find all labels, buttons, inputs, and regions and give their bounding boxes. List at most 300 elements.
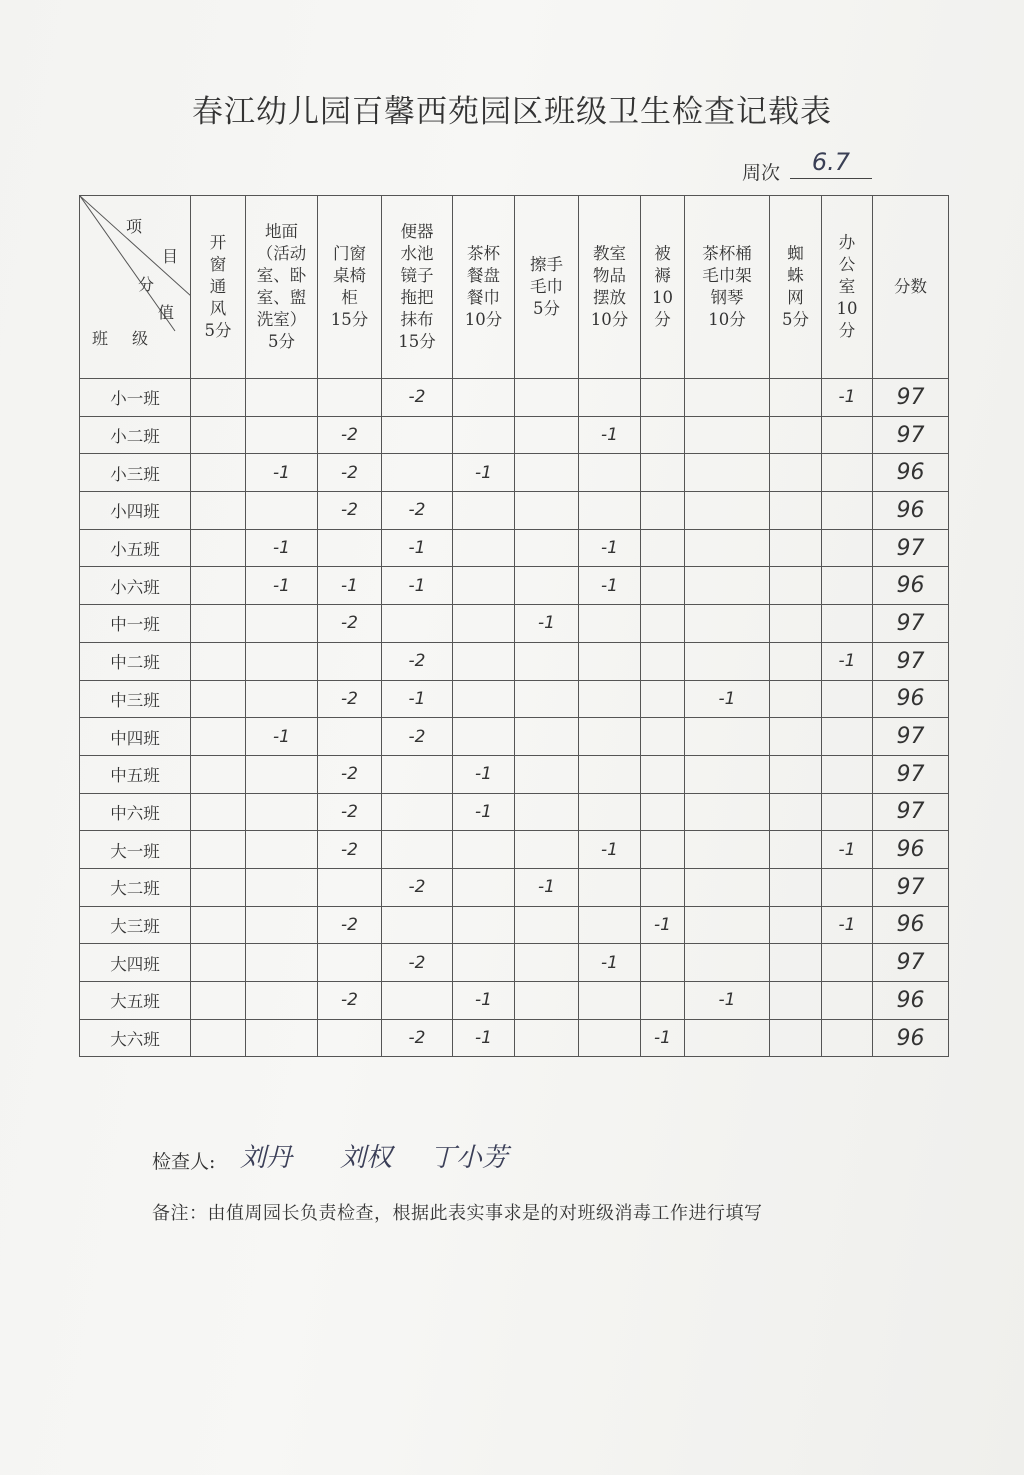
deduction-cell [246, 680, 318, 718]
deduction-cell [191, 868, 246, 906]
inspector-signature-1: 刘丹 [240, 1143, 293, 1173]
deduction-cell [453, 944, 515, 982]
deduction-cell [770, 718, 822, 756]
col-header-line: （活动 [256, 244, 307, 263]
col-header-toilet-sink [382, 196, 453, 379]
deduction-cell [318, 529, 382, 567]
deduction-cell [515, 793, 579, 831]
col-header-line: 镜子 [400, 266, 434, 285]
deduction-cell: -1 [453, 1019, 515, 1057]
deduction-cell [822, 718, 873, 756]
deduction-cell: -1 [515, 868, 579, 906]
deduction-cell [515, 567, 579, 605]
score-cell: 96 [873, 680, 949, 718]
col-header-line: 被 [654, 244, 671, 263]
score-cell: 96 [873, 831, 949, 869]
deduction-cell [770, 982, 822, 1020]
inspector-label: 检查人: [152, 1151, 216, 1173]
deduction-cell: -1 [579, 567, 641, 605]
col-header-line: 蜘 [787, 244, 804, 263]
deduction-cell: -2 [318, 831, 382, 869]
deduction-cell: -2 [382, 718, 453, 756]
col-header-line: 10分 [590, 310, 629, 329]
deduction-cell [685, 379, 770, 417]
col-header-line: 室、卧 [256, 266, 307, 285]
deduction-cell: -1 [246, 718, 318, 756]
deduction-cell [515, 529, 579, 567]
col-header-line: 室 [838, 277, 856, 296]
table-row [80, 831, 949, 869]
deduction-cell [685, 567, 770, 605]
deduction-cell [382, 416, 453, 454]
deduction-cell [453, 642, 515, 680]
table-row [80, 529, 949, 567]
col-header-line: 门窗 [333, 244, 366, 263]
deduction-cell [191, 906, 246, 944]
deduction-cell: -2 [318, 454, 382, 492]
deduction-cell [191, 454, 246, 492]
deduction-cell [770, 868, 822, 906]
deduction-cell [191, 1019, 246, 1057]
col-header-line: 桌椅 [333, 266, 366, 285]
deduction-cell [579, 982, 641, 1020]
deduction-cell: -1 [641, 906, 685, 944]
deduction-cell [191, 567, 246, 605]
col-header-doors-windows [318, 196, 382, 379]
class-name-cell: 小二班 [80, 416, 191, 454]
deduction-cell [191, 718, 246, 756]
deduction-cell: -1 [685, 680, 770, 718]
col-header-line: 褥 [654, 266, 671, 285]
deduction-cell [246, 755, 318, 793]
score-cell: 97 [873, 416, 949, 454]
score-cell: 97 [873, 529, 949, 567]
col-header-line: 抹布 [400, 310, 434, 329]
deduction-cell [515, 906, 579, 944]
col-header-line: 15分 [330, 310, 369, 329]
deduction-cell [579, 492, 641, 530]
deduction-cell [191, 831, 246, 869]
table-row [80, 605, 949, 643]
deduction-cell: -1 [822, 831, 873, 869]
deduction-cell [641, 454, 685, 492]
deduction-cell: -2 [382, 868, 453, 906]
deduction-cell [191, 492, 246, 530]
deduction-cell: -2 [318, 755, 382, 793]
deduction-cell [770, 1019, 822, 1057]
score-cell: 96 [873, 906, 949, 944]
col-header-cobwebs [770, 196, 822, 379]
col-header-line: 办 [838, 233, 856, 252]
deduction-cell [515, 755, 579, 793]
col-header-bedding [641, 196, 685, 379]
col-header-cups-plates [453, 196, 515, 379]
deduction-cell [246, 793, 318, 831]
table-row [80, 755, 949, 793]
col-header-line: 5分 [533, 299, 560, 318]
deduction-cell: -1 [822, 906, 873, 944]
deduction-cell [685, 416, 770, 454]
deduction-cell: -2 [318, 492, 382, 530]
deduction-cell: -1 [246, 529, 318, 567]
score-cell: 96 [873, 982, 949, 1020]
col-header-line: 10 [652, 288, 673, 307]
deduction-cell [453, 492, 515, 530]
deduction-cell [685, 755, 770, 793]
deduction-cell: -1 [453, 793, 515, 831]
deduction-cell: -1 [382, 680, 453, 718]
class-name-cell: 中三班 [80, 680, 191, 718]
deduction-cell [191, 605, 246, 643]
deduction-cell [515, 982, 579, 1020]
deduction-cell [822, 680, 873, 718]
score-cell: 96 [873, 567, 949, 605]
deduction-cell [822, 944, 873, 982]
deduction-cell [246, 1019, 318, 1057]
deduction-cell [453, 906, 515, 944]
class-name-cell: 大二班 [80, 868, 191, 906]
table-row [80, 416, 949, 454]
table-row [80, 379, 949, 417]
deduction-cell: -1 [318, 567, 382, 605]
deduction-cell [685, 1019, 770, 1057]
deduction-cell [770, 680, 822, 718]
col-header-hand-towels [515, 196, 579, 379]
deduction-cell [685, 529, 770, 567]
deduction-cell [822, 755, 873, 793]
inspector-signature-2: 刘权 [340, 1143, 393, 1173]
deduction-cell [191, 755, 246, 793]
deduction-cell [191, 944, 246, 982]
col-header-line: 5分 [782, 310, 809, 329]
col-header-line: 通 [209, 277, 227, 296]
class-name-cell: 大一班 [80, 831, 191, 869]
deduction-cell [822, 492, 873, 530]
deduction-cell [453, 567, 515, 605]
col-header-line: 蛛 [787, 266, 804, 285]
deduction-cell [579, 793, 641, 831]
deduction-cell: -1 [579, 944, 641, 982]
col-header-line: 擦手 [530, 255, 563, 274]
deduction-cell: -2 [382, 642, 453, 680]
deduction-cell [246, 944, 318, 982]
deduction-cell [770, 642, 822, 680]
table-row [80, 492, 949, 530]
deduction-cell [246, 642, 318, 680]
col-header-line: 地面 [265, 222, 298, 241]
corner-header [80, 196, 191, 379]
deduction-cell [641, 379, 685, 417]
table-body [80, 379, 949, 1057]
deduction-cell [453, 529, 515, 567]
deduction-cell [515, 642, 579, 680]
deduction-cell [685, 793, 770, 831]
deduction-cell [453, 605, 515, 643]
corner-class-label-2: 级 [132, 329, 149, 348]
document-title: 春江幼儿园百馨西苑园区班级卫生检查记载表 [192, 94, 832, 130]
deduction-cell [641, 492, 685, 530]
score-cell: 97 [873, 793, 949, 831]
table-row [80, 718, 949, 756]
col-header-line: 钢琴 [710, 288, 744, 307]
score-cell: 97 [873, 868, 949, 906]
col-header-score [873, 196, 949, 379]
deduction-cell: -2 [382, 944, 453, 982]
deduction-cell [770, 944, 822, 982]
col-header-line: 5分 [268, 332, 295, 351]
deduction-cell [770, 529, 822, 567]
deduction-cell [770, 492, 822, 530]
deduction-cell [641, 567, 685, 605]
week-value: 6.7 [790, 148, 872, 179]
class-name-cell: 小五班 [80, 529, 191, 567]
class-name-cell: 小三班 [80, 454, 191, 492]
class-name-cell: 大三班 [80, 906, 191, 944]
deduction-cell [318, 868, 382, 906]
col-header-line: 公 [838, 255, 856, 274]
deduction-cell [822, 868, 873, 906]
class-name-cell: 小四班 [80, 492, 191, 530]
deduction-cell [579, 718, 641, 756]
deduction-cell: -1 [822, 642, 873, 680]
header-row [80, 196, 949, 379]
deduction-cell [822, 529, 873, 567]
deduction-cell [382, 831, 453, 869]
col-header-line: 教室 [593, 244, 626, 263]
inspection-table [79, 195, 949, 1057]
deduction-cell [770, 416, 822, 454]
col-header-line: 餐巾 [467, 288, 500, 307]
deduction-cell [246, 831, 318, 869]
deduction-cell [191, 416, 246, 454]
col-header-line: 便器 [400, 222, 434, 241]
score-cell: 96 [873, 454, 949, 492]
deduction-cell [685, 718, 770, 756]
deduction-cell [515, 831, 579, 869]
class-name-cell: 中四班 [80, 718, 191, 756]
deduction-cell [246, 379, 318, 417]
class-name-cell: 中二班 [80, 642, 191, 680]
deduction-cell [579, 379, 641, 417]
col-header-ventilation [191, 196, 246, 379]
deduction-cell [191, 529, 246, 567]
deduction-cell: -2 [318, 982, 382, 1020]
deduction-cell: -2 [382, 1019, 453, 1057]
deduction-cell [515, 680, 579, 718]
deduction-cell [641, 718, 685, 756]
deduction-cell [685, 642, 770, 680]
col-header-line: 分数 [894, 277, 927, 296]
col-header-line: 开 [209, 233, 227, 252]
col-header-line: 餐盘 [467, 266, 500, 285]
deduction-cell: -1 [382, 567, 453, 605]
deduction-cell: -1 [246, 454, 318, 492]
table-row [80, 1019, 949, 1057]
deduction-cell [453, 379, 515, 417]
deduction-cell [453, 831, 515, 869]
table-row [80, 906, 949, 944]
class-name-cell: 中一班 [80, 605, 191, 643]
deduction-cell [382, 906, 453, 944]
corner-score-label-2: 值 [158, 303, 175, 322]
deduction-cell [515, 379, 579, 417]
deduction-cell [685, 492, 770, 530]
deduction-cell: -1 [579, 416, 641, 454]
deduction-cell [246, 492, 318, 530]
deduction-cell [770, 379, 822, 417]
deduction-cell [246, 982, 318, 1020]
deduction-cell [685, 831, 770, 869]
deduction-cell: -2 [318, 605, 382, 643]
col-header-line: 分 [654, 310, 671, 329]
col-header-line: 茶杯桶 [702, 244, 752, 263]
deduction-cell [318, 379, 382, 417]
deduction-cell [770, 454, 822, 492]
score-cell: 97 [873, 642, 949, 680]
col-header-line: 毛巾 [530, 277, 563, 296]
col-header-line: 毛巾架 [702, 266, 752, 285]
deduction-cell [515, 718, 579, 756]
deduction-cell: -1 [382, 529, 453, 567]
deduction-cell: -1 [579, 831, 641, 869]
deduction-cell [641, 755, 685, 793]
table-row [80, 567, 949, 605]
deduction-cell [382, 454, 453, 492]
class-name-cell: 大五班 [80, 982, 191, 1020]
table-row [80, 868, 949, 906]
deduction-cell [191, 642, 246, 680]
deduction-cell [382, 793, 453, 831]
deduction-cell [579, 868, 641, 906]
col-header-line: 洗室） [256, 310, 307, 329]
deduction-cell [770, 906, 822, 944]
table-row [80, 642, 949, 680]
col-header-line: 5分 [204, 321, 232, 340]
deduction-cell [515, 944, 579, 982]
deduction-cell [641, 680, 685, 718]
col-header-line: 茶杯 [467, 244, 500, 263]
col-header-line: 10 [836, 299, 858, 318]
deduction-cell [191, 793, 246, 831]
deduction-cell [515, 1019, 579, 1057]
deduction-cell [579, 454, 641, 492]
corner-class-label: 班 [92, 329, 109, 348]
deduction-cell [579, 755, 641, 793]
deduction-cell: -1 [453, 982, 515, 1020]
deduction-cell: -2 [382, 379, 453, 417]
col-header-cup-bucket-piano [685, 196, 770, 379]
deduction-cell [641, 944, 685, 982]
deduction-cell [453, 718, 515, 756]
class-name-cell: 大四班 [80, 944, 191, 982]
deduction-cell [515, 416, 579, 454]
col-header-line: 室、盥 [256, 288, 307, 307]
deduction-cell: -1 [453, 755, 515, 793]
deduction-cell [685, 454, 770, 492]
deduction-cell [822, 982, 873, 1020]
table-row [80, 680, 949, 718]
col-header-line: 风 [209, 299, 227, 318]
deduction-cell [770, 831, 822, 869]
deduction-cell [641, 416, 685, 454]
score-cell: 97 [873, 379, 949, 417]
col-header-line: 分 [838, 321, 856, 340]
col-header-line: 15分 [398, 332, 436, 351]
col-header-line: 10分 [708, 310, 746, 329]
col-header-line: 物品 [593, 266, 626, 285]
deduction-cell [453, 680, 515, 718]
deduction-cell [641, 793, 685, 831]
col-header-line: 窗 [209, 255, 227, 274]
deduction-cell [579, 906, 641, 944]
deduction-cell: -1 [641, 1019, 685, 1057]
deduction-cell [822, 1019, 873, 1057]
deduction-cell: -1 [579, 529, 641, 567]
score-cell: 97 [873, 944, 949, 982]
deduction-cell [246, 416, 318, 454]
deduction-cell [246, 605, 318, 643]
deduction-cell: -2 [318, 906, 382, 944]
score-cell: 96 [873, 1019, 949, 1057]
deduction-cell [515, 492, 579, 530]
score-cell: 97 [873, 605, 949, 643]
class-name-cell: 大六班 [80, 1019, 191, 1057]
col-header-line: 拖把 [400, 288, 434, 307]
deduction-cell [685, 605, 770, 643]
table-row [80, 982, 949, 1020]
deduction-cell: -1 [246, 567, 318, 605]
deduction-cell [822, 454, 873, 492]
class-name-cell: 中六班 [80, 793, 191, 831]
deduction-cell: -1 [515, 605, 579, 643]
deduction-cell: -2 [318, 416, 382, 454]
deduction-cell [822, 567, 873, 605]
deduction-cell [822, 605, 873, 643]
col-header-line: 网 [787, 288, 804, 307]
score-cell: 97 [873, 755, 949, 793]
deduction-cell [641, 831, 685, 869]
score-cell: 96 [873, 492, 949, 530]
remarks-note: 备注：由值周园长负责检查，根据此表实事求是的对班级消毒工作进行填写 [152, 1203, 763, 1224]
deduction-cell [453, 868, 515, 906]
deduction-cell: -1 [685, 982, 770, 1020]
score-cell: 97 [873, 718, 949, 756]
corner-item-label: 项 [126, 217, 143, 236]
deduction-cell [641, 982, 685, 1020]
col-header-line: 水池 [400, 244, 434, 263]
class-name-cell: 中五班 [80, 755, 191, 793]
deduction-cell [641, 868, 685, 906]
inspector-signature-3: 丁小芳 [430, 1143, 509, 1173]
table-row [80, 793, 949, 831]
deduction-cell [685, 868, 770, 906]
deduction-cell [246, 906, 318, 944]
deduction-cell: -1 [453, 454, 515, 492]
deduction-cell [382, 605, 453, 643]
week-label: 周次 [742, 162, 781, 184]
deduction-cell: -1 [822, 379, 873, 417]
table-row [80, 944, 949, 982]
deduction-cell [770, 567, 822, 605]
deduction-cell [318, 1019, 382, 1057]
deduction-cell [685, 944, 770, 982]
class-name-cell: 小六班 [80, 567, 191, 605]
deduction-cell [318, 944, 382, 982]
deduction-cell [641, 529, 685, 567]
deduction-cell [579, 605, 641, 643]
deduction-cell [318, 718, 382, 756]
deduction-cell: -2 [382, 492, 453, 530]
